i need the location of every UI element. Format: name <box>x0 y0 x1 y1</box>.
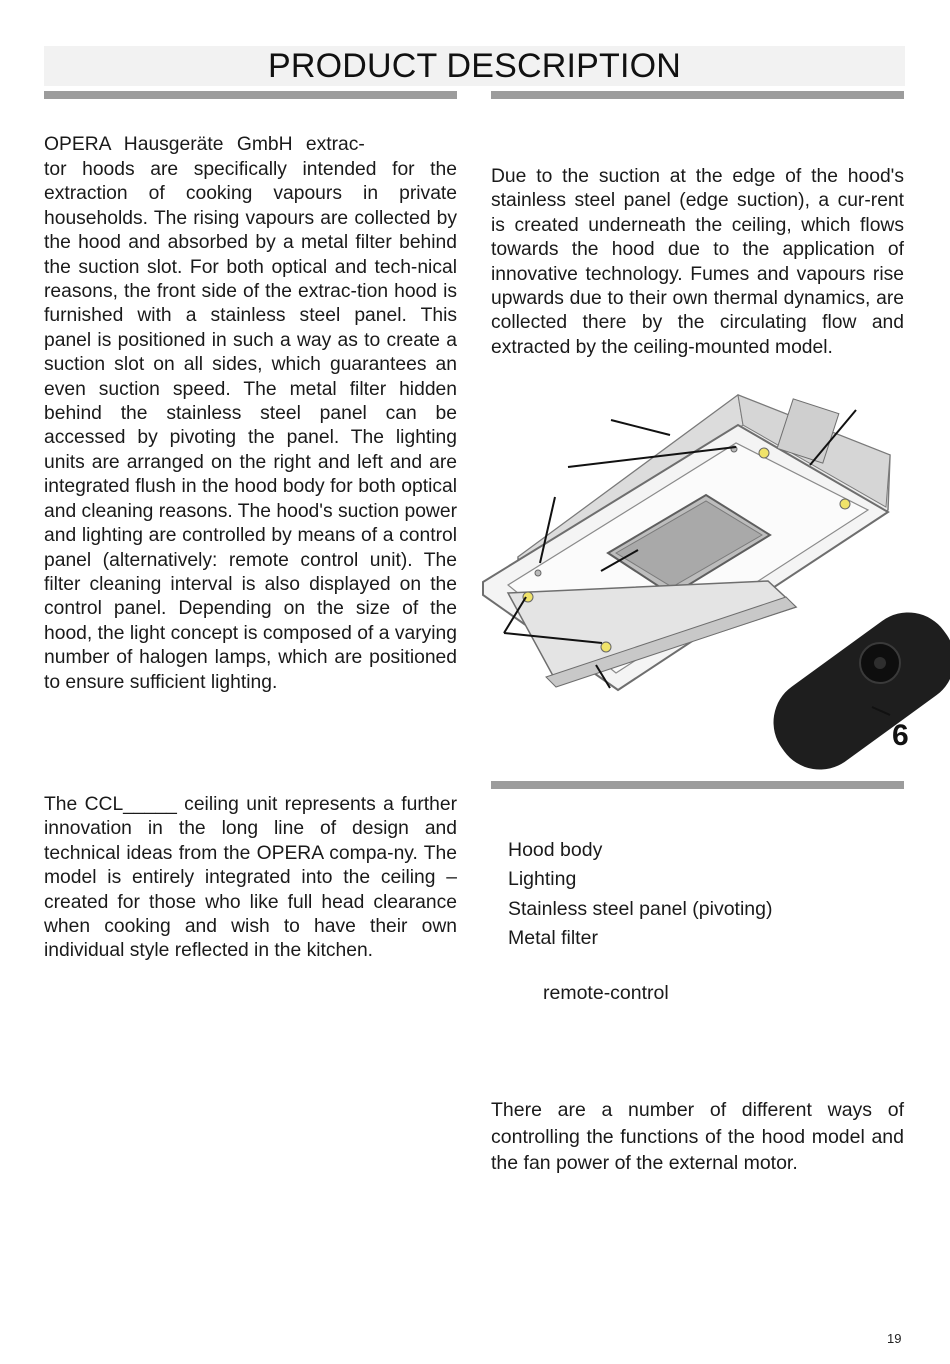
legend-item-hood-body: Hood body <box>508 839 603 861</box>
remote-control-illustration <box>756 595 950 770</box>
intro-first-line: OPERA Hausgeräte GmbH extrac- <box>44 134 365 155</box>
legend-item-stainless-panel: Stainless steel panel (pivoting) <box>508 897 773 920</box>
legend-item-metal-filter: Metal filter <box>508 926 598 949</box>
page-title-bar <box>44 46 905 86</box>
edge-suction-paragraph: Due to the suction at the edge of the hood's stainless steel panel (edge suction), a cur-rent is created underneath the ceiling, which flows towards the hood due to the application of innovative technology. Fumes and vapours rise upwards due to their own thermal dynamics, are collected there by the circulating flow and extracted by the ceiling-mounted model. <box>491 166 904 358</box>
controls-paragraph: There are a number of different ways of controlling the functions of the hood model and the fan power of the external motor. <box>491 1099 904 1174</box>
page-title: PRODUCT DESCRIPTION <box>267 46 682 85</box>
page-number: 19 <box>887 1331 902 1346</box>
remote-number-label: 6 <box>892 719 909 752</box>
component-legend <box>508 836 772 953</box>
legend-item-remote-control: remote-control <box>543 982 669 1004</box>
intro-paragraph: tor hoods are specifically intended for the extraction of cooking vapours in private households. The rising vapours are collected by the hood and absorbed by a metal filter behind the suction slot. For both optical and tech-nical reasons, the front side of the extrac-tion hood is furnished with a stainless steel panel. This panel is positioned in such a way as to create a suction slot on all sides, which guarantees an even suction speed. The metal filter hidden behind the stainless steel panel can be accessed by pivoting the panel. The lighting units are arranged on the right and left and are integrated flush in the hood body for both optical and cleaning reasons. The hood's suction power and lighting are controlled by means of a control panel (alternatively: remote control unit). The filter cleaning interval is also displayed on the control panel. Depending on the size of the hood, the light concept is composed of a varying number of halogen lamps, which are positioned to ensure sufficient lighting. <box>44 159 457 693</box>
left-divider <box>44 91 457 99</box>
right-divider <box>491 91 904 99</box>
legend-item-lighting: Lighting <box>508 868 577 891</box>
figure-divider <box>491 781 904 789</box>
ccl-paragraph: The CCL_____ ceiling unit represents a further innovation in the long line of design and technical ideas from the OPERA compa-ny. The model is entirely integrated into the ceiling – created for those who like full head clearance when cooking and wish to have their own individual style reflected in the kitchen. <box>44 794 457 962</box>
hood-diagram <box>468 385 950 770</box>
stainless-panel-illustration <box>508 581 796 687</box>
